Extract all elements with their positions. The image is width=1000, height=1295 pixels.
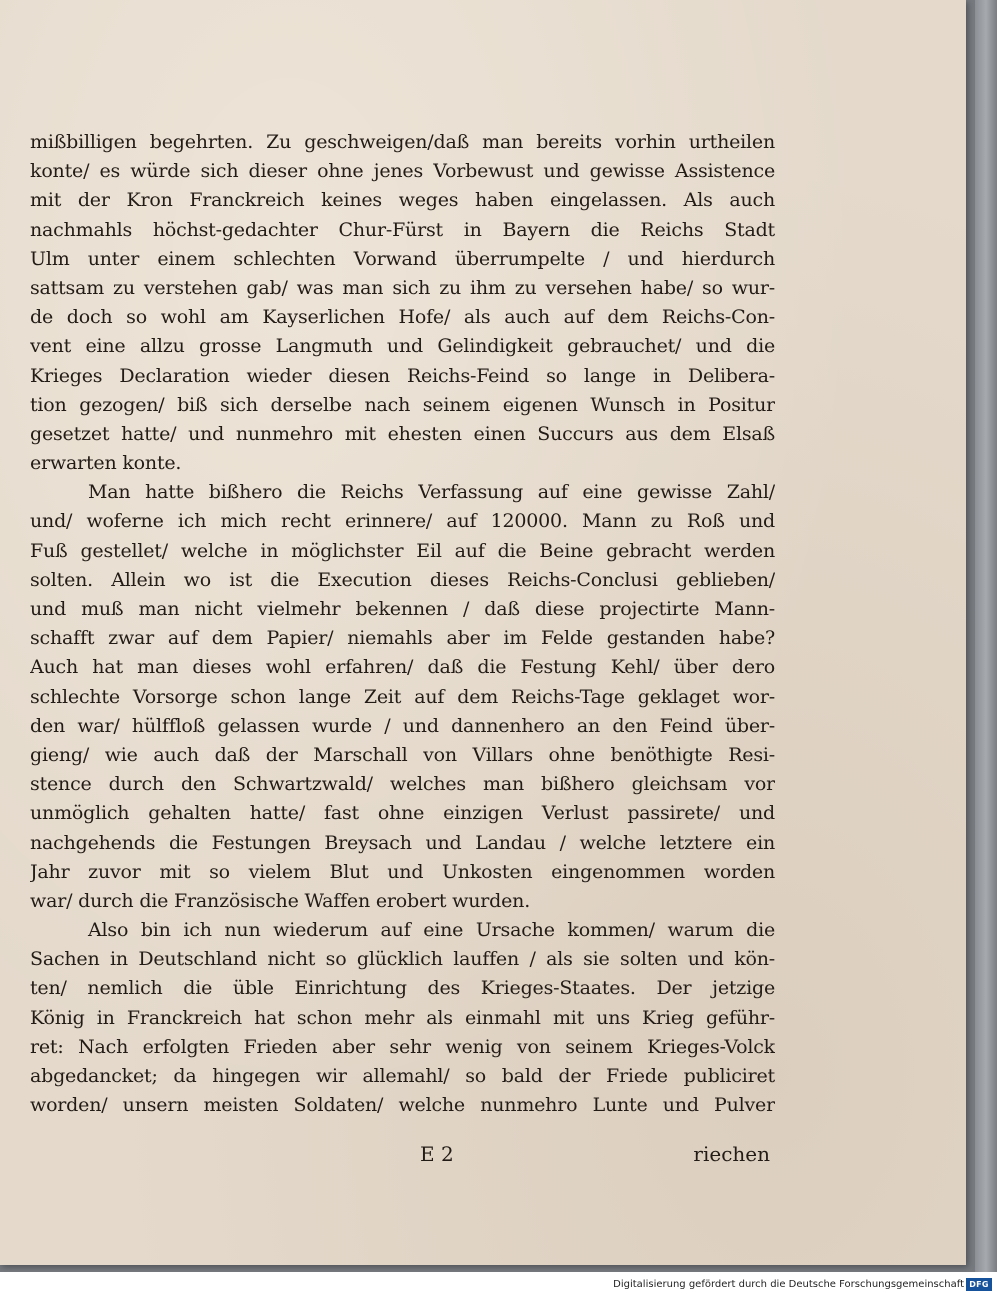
text-line-16: solten. Allein wo ist die Execution dieses Reichs-Conclusi geblieben/ (30, 568, 775, 591)
page-text (30, 128, 775, 1120)
text-line-23: stence durch den Schwartzwald/ welches man bißhero gleichsam vor (30, 773, 775, 796)
text-line-15: Fuß gestellet/ welche in möglichster Eil auf die Beine gebracht werden (30, 539, 775, 562)
text-line-34: worden/ unsern meisten Soldaten/ welche nunmehro Lunte und Pulver (30, 1094, 775, 1117)
text-line-25: nachgehends die Festungen Breysach und Landau / welche letztere ein (30, 831, 775, 854)
text-line-33: abgedancket; da hingegen wir allemahl/ so bald der Friede publiciret (30, 1065, 775, 1087)
text-line-11: gesetzet hatte/ und nunmehro mit ehesten einen Succurs aus dem Elsaß (30, 422, 775, 445)
catchword: riechen (693, 1142, 770, 1166)
text-line-30: ten/ nemlich die üble Einrichtung des Krieges-Staates. Der jetzige (30, 977, 775, 1000)
text-line-26: Jahr zuvor mit so vielem Blut und Unkosten eingenommen worden (30, 860, 775, 883)
text-line-14: und/ woferne ich mich recht erinnere/ auf 120000. Mann zu Roß und (30, 510, 775, 533)
text-line-5: Ulm unter einem schlechten Vorwand überrumpelte / und hierdurch (30, 247, 775, 270)
text-line-6: sattsam zu verstehen gab/ was man sich zu ihm zu versehen habe/ so wur- (30, 276, 775, 299)
page-footer-row (30, 1142, 770, 1174)
scan-backing-edge (975, 0, 997, 1272)
text-line-19: Auch hat man dieses wohl erfahren/ daß die Festung Kehl/ über dero (30, 656, 775, 679)
text-line-18: schafft zwar auf dem Papier/ niemahls aber im Felde gestanden habe? (30, 627, 775, 650)
signature-mark: E 2 (420, 1142, 454, 1166)
text-line-21: den war/ hülffloß gelassen wurde / und dannenhero an den Feind über- (30, 714, 775, 737)
text-line-2: konte/ es würde sich dieser ohne jenes Vorbewust und gewisse Assistence (30, 160, 775, 183)
text-line-29: Sachen in Deutschland nicht so glücklich lauffen / als sie solten und kön- (30, 948, 775, 971)
text-line-32: ret: Nach erfolgten Frieden aber sehr wenig von seinem Krieges-Volck (30, 1035, 775, 1058)
text-line-17: und muß man nicht vielmehr bekennen / daß diese projectirte Mann- (30, 598, 775, 620)
text-line-9: Krieges Declaration wieder diesen Reichs-Feind so lange in Delibera- (30, 364, 775, 387)
text-line-31: König in Franckreich hat schon mehr als einmahl mit uns Krieg geführ- (30, 1006, 775, 1029)
text-line-13: Man hatte bißhero die Reichs Verfassung auf eine gewisse Zahl/ (88, 481, 775, 504)
text-line-12: erwarten konte. (30, 452, 182, 475)
funding-credit: Digitalisierung gefördert durch die Deutsche Forschungsgemeinschaft (613, 1279, 964, 1290)
text-line-7: de doch so wohl am Kayserlichen Hofe/ als auch auf dem Reichs-Con- (30, 306, 775, 329)
dfg-logo: DFG (966, 1278, 992, 1291)
text-line-27: war/ durch die Französische Waffen erobert wurden. (30, 889, 531, 912)
text-line-3: mit der Kron Franckreich keines weges haben eingelassen. Als auch (30, 189, 775, 212)
text-line-10: tion gezogen/ biß sich derselbe nach seinem eigenen Wunsch in Positur (30, 393, 775, 416)
text-line-1: mißbilligen begehrten. Zu geschweigen/daß man bereits vorhin urtheilen (30, 131, 775, 153)
text-line-4: nachmahls höchst-gedachter Chur-Fürst in Bayern die Reichs Stadt (30, 218, 775, 241)
text-line-20: schlechte Vorsorge schon lange Zeit auf dem Reichs-Tage geklaget wor- (30, 685, 775, 708)
text-line-8: vent eine allzu grosse Langmuth und Gelindigkeit gebrauchet/ und die (30, 335, 775, 358)
text-line-28: Also bin ich nun wiederum auf eine Ursache kommen/ warum die (88, 919, 775, 942)
text-line-24: unmöglich gehalten hatte/ fast ohne einzigen Verlust passirete/ und (30, 802, 775, 825)
text-line-22: gieng/ wie auch daß der Marschall von Villars ohne benöthigte Resi- (30, 743, 775, 766)
